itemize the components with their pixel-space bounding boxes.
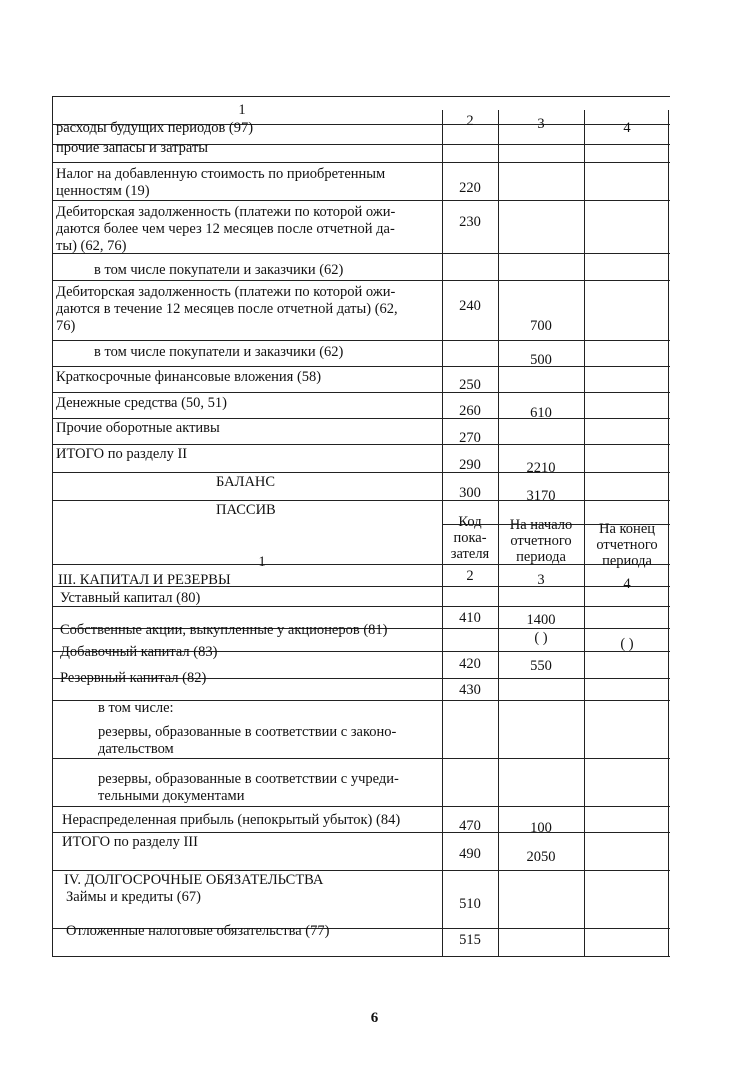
row-code: 290 — [459, 457, 481, 473]
end-header-line: На конец — [598, 521, 656, 537]
header-col-1: 1 — [258, 554, 266, 570]
row-line — [52, 253, 670, 254]
row-label: прочие запасы и затраты — [56, 140, 209, 156]
row-line — [52, 340, 670, 341]
start-header-line: отчетного — [510, 533, 572, 549]
row-code: 260 — [459, 403, 481, 419]
row-line — [52, 806, 670, 807]
row-label: ты) (62, 76) — [56, 238, 127, 254]
row-label: ИТОГО по разделу III — [62, 834, 198, 850]
header-col-2: 2 — [466, 568, 474, 584]
row-label: Собственные акции, выкупленные у акционеров (81) — [60, 622, 388, 638]
end-header-line: периода — [602, 553, 652, 569]
row-start-value: 550 — [530, 658, 552, 674]
row-label-indented: резервы, образованные в соответствии с законо- — [98, 724, 397, 740]
start-header — [498, 517, 584, 565]
row-start-value: ( ) — [534, 630, 548, 646]
row-start-value: 2210 — [526, 460, 556, 476]
row-start-value: 100 — [530, 820, 552, 836]
row-label: ценностям (19) — [56, 183, 150, 199]
row-code: 515 — [459, 932, 481, 948]
end-header-line: отчетного — [596, 537, 658, 553]
row-label: ИТОГО по разделу II — [56, 446, 188, 462]
end-header — [584, 521, 670, 569]
row-label: даются более чем через 12 месяцев после отчетной да- — [56, 221, 395, 237]
balance-sheet-table — [52, 96, 670, 957]
row-code: 420 — [459, 656, 481, 672]
section-iii-title: III. КАПИТАЛ И РЕЗЕРВЫ — [58, 572, 231, 588]
header-col-3: 3 — [537, 572, 545, 588]
row-code: 430 — [459, 682, 481, 698]
row-code: 240 — [459, 298, 481, 314]
row-start-value: 700 — [530, 318, 552, 334]
header-col-1: 1 — [238, 102, 246, 118]
row-line — [52, 96, 670, 97]
start-header-line: периода — [516, 549, 566, 565]
row-label: Уставный капитал (80) — [60, 590, 201, 606]
passive-title: ПАССИВ — [216, 502, 276, 518]
row-label-indented: тельными документами — [98, 788, 245, 804]
row-label: Дебиторская задолженность (платежи по которой ожи- — [56, 284, 396, 300]
row-label: Прочие оборотные активы — [56, 420, 220, 436]
row-line — [52, 280, 670, 281]
row-code: 270 — [459, 430, 481, 446]
row-start-value: 2050 — [526, 849, 556, 865]
row-code: 230 — [459, 214, 481, 230]
row-label-indented: в том числе покупатели и заказчики (62) — [94, 344, 344, 360]
code-header — [442, 514, 498, 562]
header-col-2: 2 — [466, 113, 474, 129]
row-label: 76) — [56, 318, 76, 334]
row-start-value: 610 — [530, 405, 552, 421]
page-number: 6 — [370, 1010, 379, 1026]
row-start-value: 3170 — [526, 488, 556, 504]
table-border-left — [52, 96, 53, 957]
row-code: 250 — [459, 377, 481, 393]
header-col-4: 4 — [623, 576, 631, 592]
row-label: Отложенные налоговые обязательства (77) — [66, 923, 330, 939]
row-label: Займы и кредиты (67) — [66, 889, 201, 905]
row-label: даются в течение 12 месяцев после отчетной даты) (62, — [56, 301, 398, 317]
row-label: Дебиторская задолженность (платежи по которой ожи- — [56, 204, 396, 220]
code-header-line: зателя — [450, 546, 490, 562]
code-header-line: Код — [458, 514, 482, 530]
row-start-value: 1400 — [526, 612, 556, 628]
section-iv-title: IV. ДОЛГОСРОЧНЫЕ ОБЯЗАТЕЛЬСТВА — [64, 872, 324, 888]
row-label: Резервный капитал (82) — [60, 670, 207, 686]
row-label: Налог на добавленную стоимость по приобретенным — [56, 166, 386, 182]
row-code: 490 — [459, 846, 481, 862]
header-col-4: 4 — [623, 120, 631, 136]
row-label: Добавочный капитал (83) — [60, 644, 218, 660]
balance-label: БАЛАНС — [216, 474, 276, 490]
row-line — [52, 758, 670, 759]
code-header-line: пока- — [453, 530, 487, 546]
row-label-indented: в том числе: — [98, 700, 174, 716]
row-start-value: 500 — [530, 352, 552, 368]
row-label-indented: дательством — [98, 741, 174, 757]
row-label-indented: резервы, образованные в соответствии с учреди- — [98, 771, 399, 787]
row-code: 510 — [459, 896, 481, 912]
row-line — [52, 956, 670, 957]
row-label: Нераспределенная прибыль (непокрытый убыток) (84) — [62, 812, 401, 828]
row-label: расходы будущих периодов (97) — [56, 120, 254, 136]
row-code: 410 — [459, 610, 481, 626]
row-code: 470 — [459, 818, 481, 834]
row-code: 220 — [459, 180, 481, 196]
row-code: 300 — [459, 485, 481, 501]
row-label: Краткосрочные финансовые вложения (58) — [56, 369, 322, 385]
start-header-line: На начало — [509, 517, 573, 533]
row-line — [52, 444, 670, 445]
header-col-3: 3 — [537, 116, 545, 132]
row-line — [52, 162, 670, 163]
row-line — [52, 392, 670, 393]
row-label-indented: в том числе покупатели и заказчики (62) — [94, 262, 344, 278]
row-line — [52, 870, 670, 871]
row-end-value: ( ) — [620, 636, 634, 652]
row-line — [52, 200, 670, 201]
row-label: Денежные средства (50, 51) — [56, 395, 227, 411]
